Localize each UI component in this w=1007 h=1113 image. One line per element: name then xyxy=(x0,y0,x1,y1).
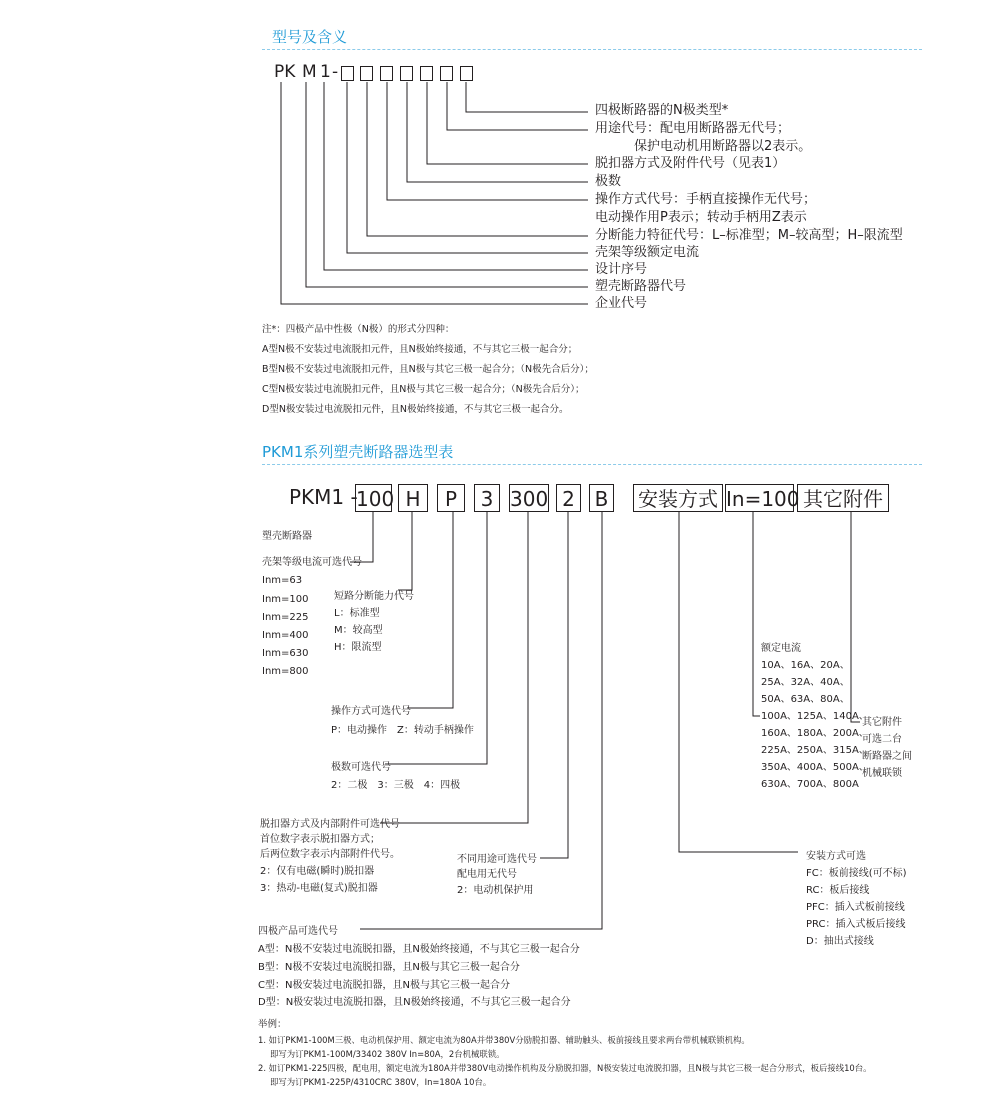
rated-current-values: 630A、700A、800A xyxy=(761,779,859,790)
meaning-usage-code: 用途代号：配电用断路器无代号； xyxy=(595,121,791,136)
frame-current-option: Inm=225 xyxy=(262,612,309,623)
meaning-usage-code-motor: 保护电动机用断路器以2表示。 xyxy=(634,139,812,154)
label-mccb: 塑壳断路器 xyxy=(262,531,312,542)
install-option: D：抽出式接线 xyxy=(806,936,874,947)
code-box-frame-current: 100 xyxy=(355,484,392,512)
example-2: 2. 如订PKM1-225四极，配电用，额定电流为180A并带380V电动操作机构及分励脱扣器，N极安装过电流脱扣器，且N极与其它三极一起合分形式，板后接线10台。 xyxy=(258,1063,872,1073)
frame-current-option: Inm=630 xyxy=(262,648,309,659)
rated-current-values: 225A、250A、315A、 xyxy=(761,745,869,756)
code-box-poles: 3 xyxy=(474,484,500,512)
breaking-capacity-option: H：限流型 xyxy=(334,642,382,653)
example-2-code: 即写为订PKM1-225P/4310CRC 380V，In=180A 10台。 xyxy=(270,1077,492,1087)
code-box-release: 300 xyxy=(509,484,549,512)
meaning-mccb-code: 塑壳断路器代号 xyxy=(595,279,687,294)
note-type-c: C型N极安装过电流脱扣元件，且N极与其它三极一起合分；（N极先合后分）； xyxy=(262,384,585,395)
rated-current-values: 10A、16A、20A、 xyxy=(761,660,850,671)
poles-options: 2：二极 3：三极 4：四极 xyxy=(331,780,461,791)
fourpole-option: C型：N极安装过电流脱扣器，且N极与其它三极一起合分 xyxy=(258,980,510,991)
rated-current-values: 100A、125A、140A、 xyxy=(761,711,869,722)
section-title-selection-table: PKM1系列塑壳断路器选型表 xyxy=(262,443,454,461)
accessory-line: 机械联锁 xyxy=(862,768,902,779)
meaning-frame-current: 壳架等级额定电流 xyxy=(595,245,700,260)
frame-current-option: Inm=63 xyxy=(262,575,303,586)
code-box-usage: 2 xyxy=(556,484,581,512)
usage-line: 2：电动机保护用 xyxy=(457,885,534,896)
breaking-capacity-option: M：较高型 xyxy=(334,625,383,636)
meaning-operation-code: 操作方式代号：手柄直接操作无代号； xyxy=(595,192,817,207)
accessory-line: 断路器之间 xyxy=(862,751,912,762)
divider xyxy=(262,464,922,465)
usage-title: 不同用途可选代号 xyxy=(457,854,537,865)
code-box-operation: P xyxy=(437,484,465,512)
release-line: 首位数字表示脱扣器方式； xyxy=(260,834,380,845)
meaning-design-serial: 设计序号 xyxy=(595,262,648,277)
section-title-model-meaning: 型号及含义 xyxy=(272,28,348,46)
code-box-breaking-capacity: H xyxy=(398,484,428,512)
note-type-a: A型N极不安装过电流脱扣元件，且N极始终接通，不与其它三极一起合分； xyxy=(262,344,578,355)
example-1: 1. 如订PKM1-100M三极、电动机保护用、额定电流为80A并带380V分励脱扣器、辅助触头、板前接线且要求两台带机械联锁机构。 xyxy=(258,1035,750,1045)
meaning-poles: 极数 xyxy=(595,174,622,189)
rated-current-values: 350A、400A、500A、 xyxy=(761,762,869,773)
meaning-breaking-capacity: 分断能力特征代号：L–标准型；M–较高型；H–限流型 xyxy=(595,228,903,243)
accessory-title: 其它附件 xyxy=(862,717,902,728)
meaning-release-code: 脱扣器方式及附件代号（见表1） xyxy=(595,156,786,171)
code-box-rated-current: In=100 xyxy=(725,484,794,512)
poles-title: 极数可选代号 xyxy=(331,762,391,773)
rated-current-values: 160A、180A、200A、 xyxy=(761,728,869,739)
code-box-n-pole-type: B xyxy=(589,484,614,512)
operation-title: 操作方式可选代号 xyxy=(331,706,411,717)
frame-current-option: Inm=400 xyxy=(262,630,309,641)
frame-current-option: Inm=800 xyxy=(262,666,309,677)
install-option: PRC：插入式板后接线 xyxy=(806,919,906,930)
install-title: 安装方式可选 xyxy=(806,851,866,862)
install-option: RC：板后接线 xyxy=(806,885,870,896)
install-option: FC：板前接线(可不标) xyxy=(806,868,907,879)
code-dash: - xyxy=(332,62,339,82)
note-type-d: D型N极安装过电流脱扣元件，且N极始终接通，不与其它三极一起合分。 xyxy=(262,404,569,415)
example-1-code: 即写为订PKM1-100M/33402 380V In=80A，2台机械联锁。 xyxy=(270,1049,505,1059)
rated-current-values: 50A、63A、80A、 xyxy=(761,694,850,705)
fourpole-title: 四极产品可选代号 xyxy=(258,926,338,937)
release-option: 2：仅有电磁(瞬时)脱扣器 xyxy=(260,866,375,877)
rated-current-values: 25A、32A、40A、 xyxy=(761,677,850,688)
release-option: 3：热动-电磁(复式)脱扣器 xyxy=(260,883,378,894)
breaking-capacity-title: 短路分断能力代号 xyxy=(334,591,414,602)
fourpole-option: D型：N极安装过电流脱扣器，且N极始终接通，不与其它三极一起合分 xyxy=(258,997,571,1008)
fourpole-option: A型：N极不安装过电流脱扣器，且N极始终接通，不与其它三极一起合分 xyxy=(258,944,580,955)
meaning-enterprise-code: 企业代号 xyxy=(595,296,648,311)
accessory-line: 可选二台 xyxy=(862,734,902,745)
code-box-installation: 安装方式 xyxy=(633,484,723,512)
code-prefix-pk: PK xyxy=(274,62,296,82)
meaning-operation-code-2: 电动操作用P表示；转动手柄用Z表示 xyxy=(595,210,807,225)
note-title: 注*：四极产品中性极（N极）的形式分四种： xyxy=(262,324,455,335)
frame-current-option: Inm=100 xyxy=(262,594,309,605)
operation-options: P：电动操作 Z：转动手柄操作 xyxy=(331,725,474,736)
release-title: 脱扣器方式及内部附件可选代号 xyxy=(260,819,400,830)
selection-code-prefix: PKM1 - xyxy=(289,485,358,509)
install-option: PFC：插入式板前接线 xyxy=(806,902,905,913)
rated-current-title: 额定电流 xyxy=(761,643,801,654)
examples-title: 举例： xyxy=(258,1019,287,1030)
code-letter-m: M xyxy=(302,62,317,82)
code-box-accessory: 其它附件 xyxy=(797,484,889,512)
code-digit-1: 1 xyxy=(320,62,331,82)
usage-line: 配电用无代号 xyxy=(457,869,517,880)
meaning-n-pole-type: 四极断路器的N极类型* xyxy=(595,103,729,118)
frame-current-title: 壳架等级电流可选代号 xyxy=(262,557,362,568)
release-line: 后两位数字表示内部附件代号。 xyxy=(260,849,400,860)
fourpole-option: B型：N极不安装过电流脱扣器，且N极与其它三极一起合分 xyxy=(258,962,520,973)
note-type-b: B型N极不安装过电流脱扣元件，且N极与其它三极一起合分；（N极先合后分）； xyxy=(262,364,594,375)
breaking-capacity-option: L：标准型 xyxy=(334,608,380,619)
